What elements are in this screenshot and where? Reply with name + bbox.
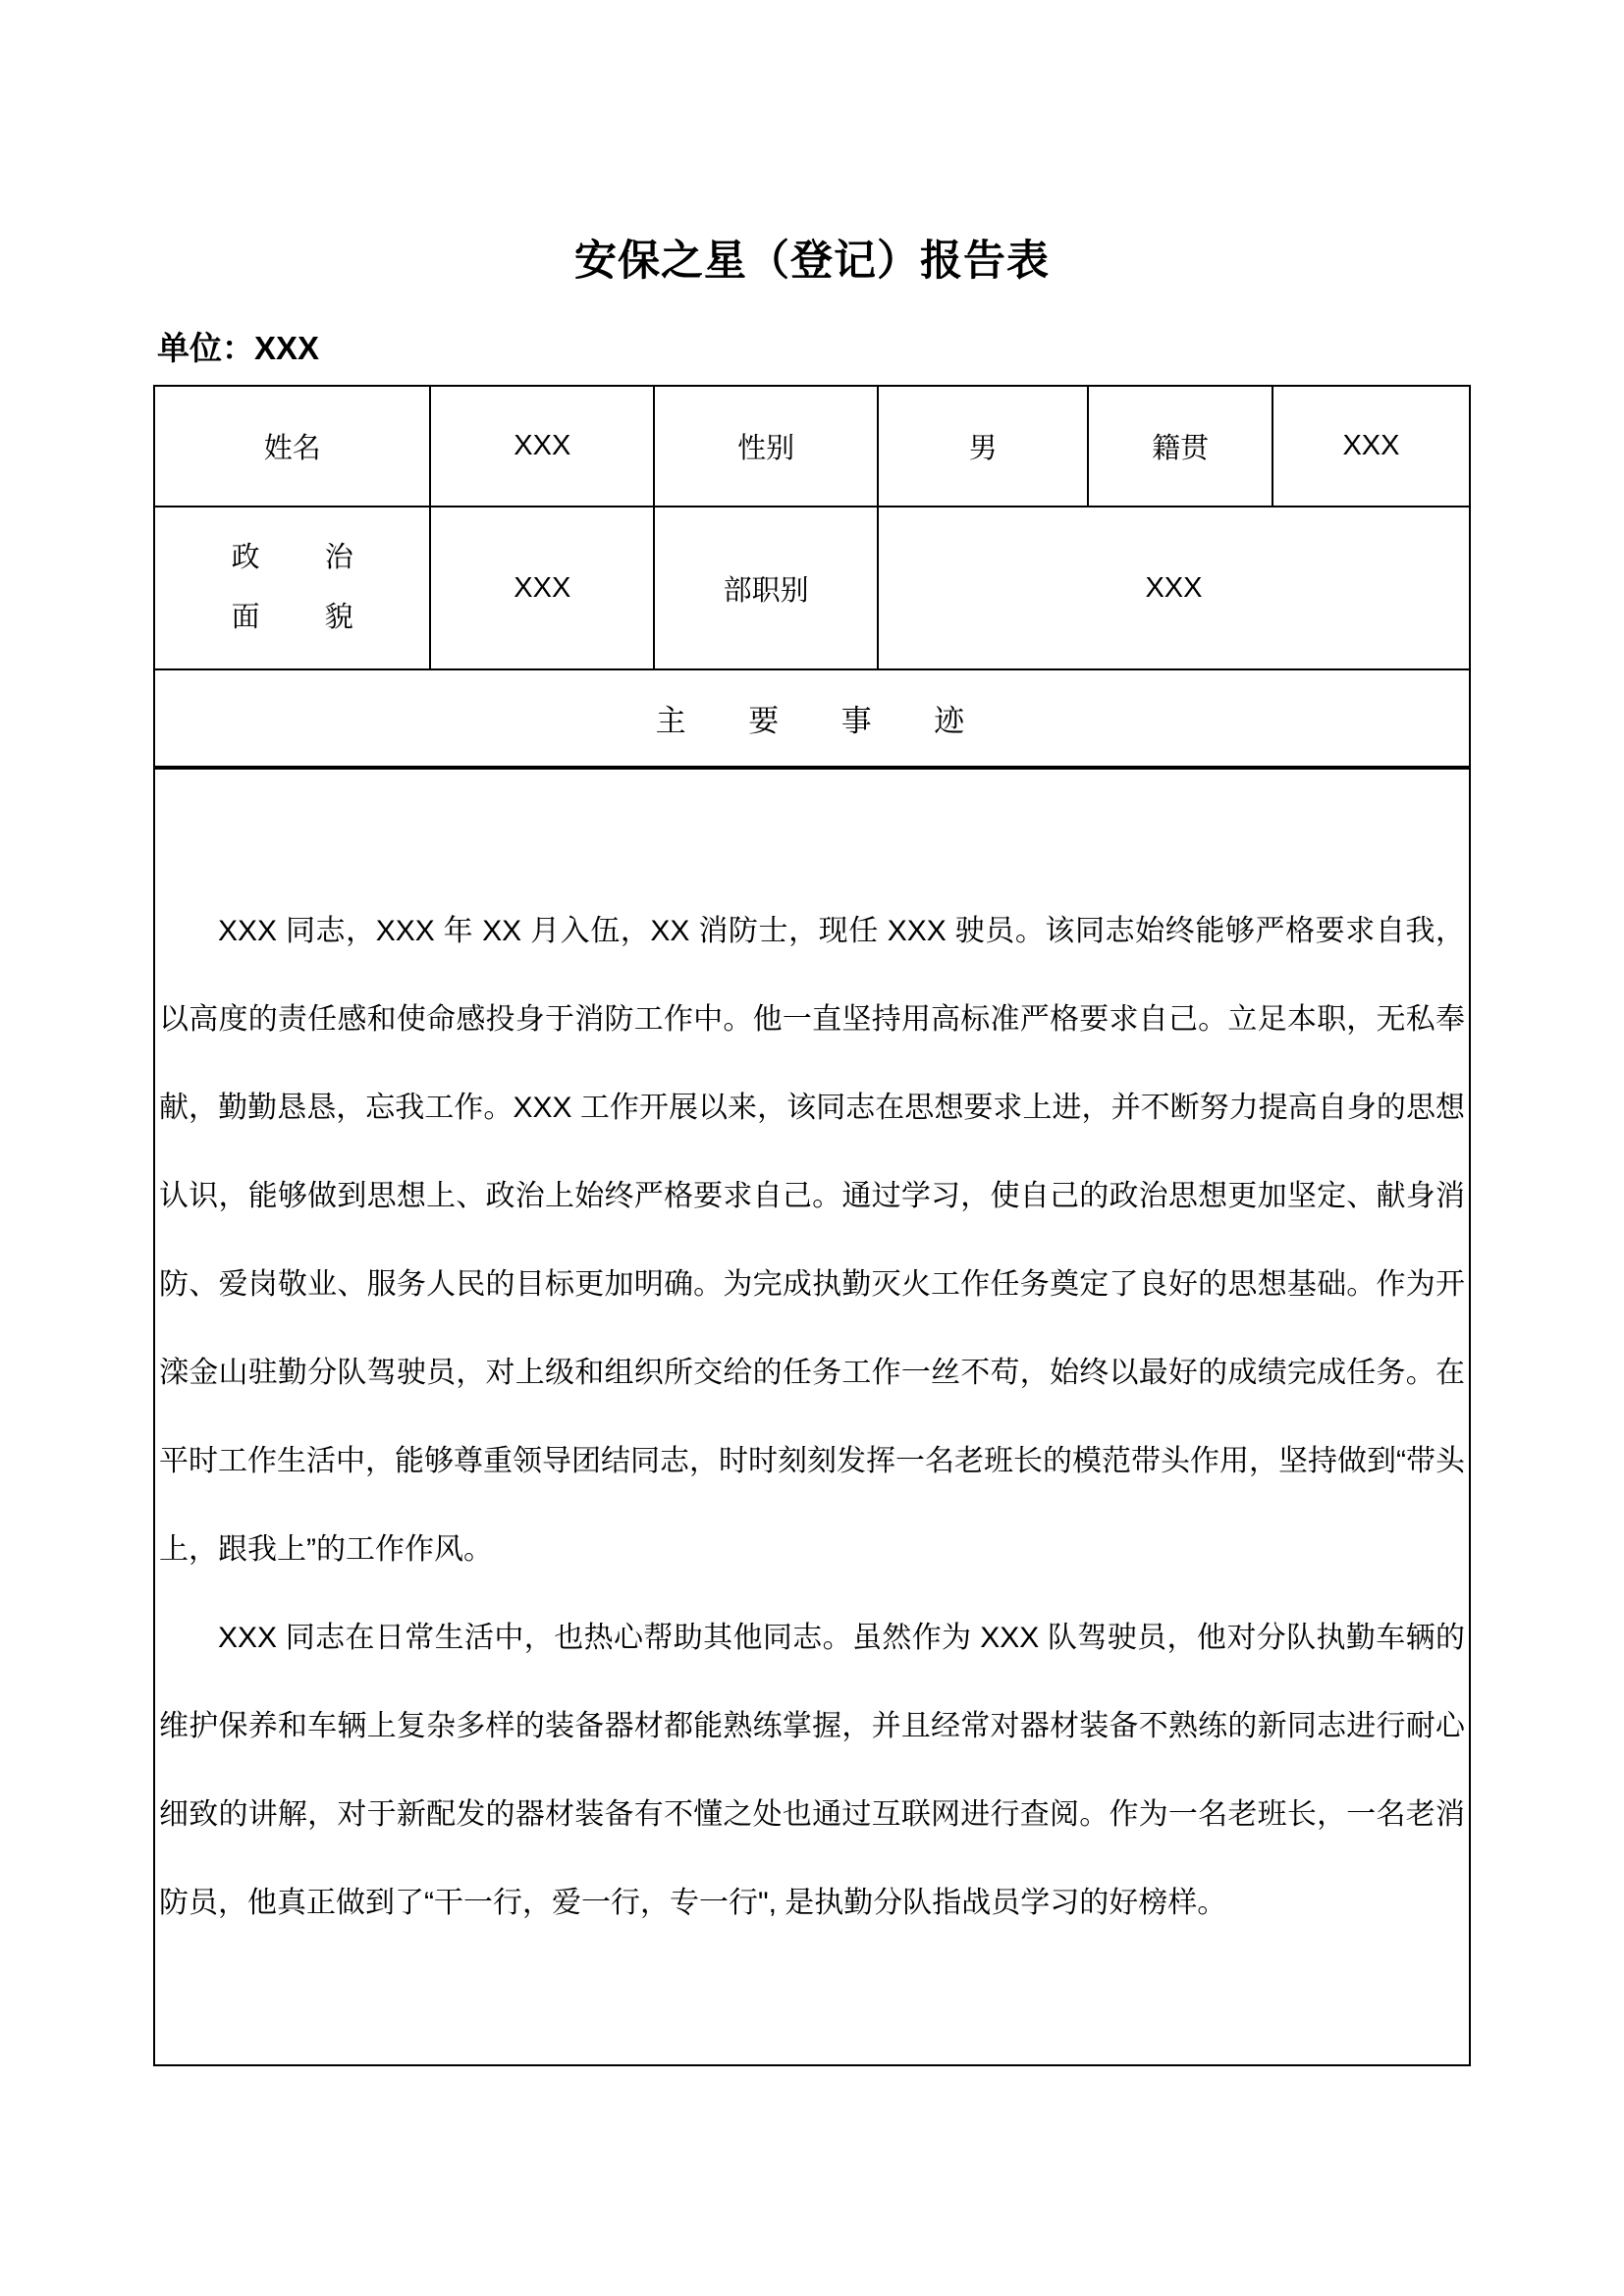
political-status-label-line2: 面 貌 xyxy=(231,602,382,633)
registration-form-table xyxy=(153,385,1471,2066)
table-row xyxy=(154,386,1470,507)
document-content xyxy=(153,228,1471,2066)
political-status-label-line1: 政 治 xyxy=(231,542,382,574)
table-row xyxy=(154,507,1470,669)
political-status-value-cell: XXX xyxy=(430,507,654,669)
name-label-cell: 姓名 xyxy=(154,386,430,507)
main-deeds-paragraph-2: XXX 同志在日常生活中，也热心帮助其他同志。虽然作为 XXX 队驾驶员，他对分队执勤车辆的维护保养和车辆上复杂多样的装备器材都能熟练掌握，并且经常对器材装备不熟练的新同志进行耐心细致的讲解，对于新配发的器材装备有不懂之处也通过互联网进行查阅。作为一名老班长，一名老消防员，他真正做到了“干一行，爱一行，专一行", 是执勤分队指战员学习的好榜样。 xyxy=(159,1621,1465,1919)
name-value-cell: XXX xyxy=(430,386,654,507)
gender-value-cell: 男 xyxy=(878,386,1088,507)
political-status-label-cell xyxy=(154,507,430,669)
duty-position-label-cell: 部职别 xyxy=(654,507,878,669)
page-title: 安保之星（登记）报告表 xyxy=(574,239,1050,285)
duty-position-value-cell: XXX xyxy=(878,507,1470,669)
section-title-cell: 主 要 事 迹 xyxy=(154,669,1470,768)
unit-line: 单位：XXX xyxy=(157,330,320,366)
table-row xyxy=(154,768,1470,2065)
main-deeds-paragraph-1: XXX 同志，XXX 年 XX 月入伍，XX 消防士，现任 XXX 驶员。该同志始终能够严格要求自我，以高度的责任感和使命感投身于消防工作中。他一直坚持用高标准严格要求自己。立足本职，无私奉献，勤勤恳恳，忘我工作。XXX 工作开展以来，该同志在思想要求上进，并不断努力提高自身的思想认识，能够做到思想上、政治上始终严格要求自己。通过学习，使自己的政治思想更加坚定、献身消防、爱岗敬业、服务人民的目标更加明确。为完成执勤灭火工作任务奠定了良好的思想基础。作为开滦金山驻勤分队驾驶员，对上级和组织所交给的任务工作一丝不苟，始终以最好的成绩完成任务。在平时工作生活中，能够尊重领导团结同志，时时刻刻发挥一名老班长的模范带头作用，坚持做到“带头上，跟我上”的工作作风。 xyxy=(159,914,1465,1566)
main-deeds-cell xyxy=(154,768,1470,2065)
gender-label-cell: 性别 xyxy=(654,386,878,507)
native-place-value-cell: XXX xyxy=(1272,386,1470,507)
table-row xyxy=(154,669,1470,768)
native-place-label-cell: 籍贯 xyxy=(1088,386,1272,507)
